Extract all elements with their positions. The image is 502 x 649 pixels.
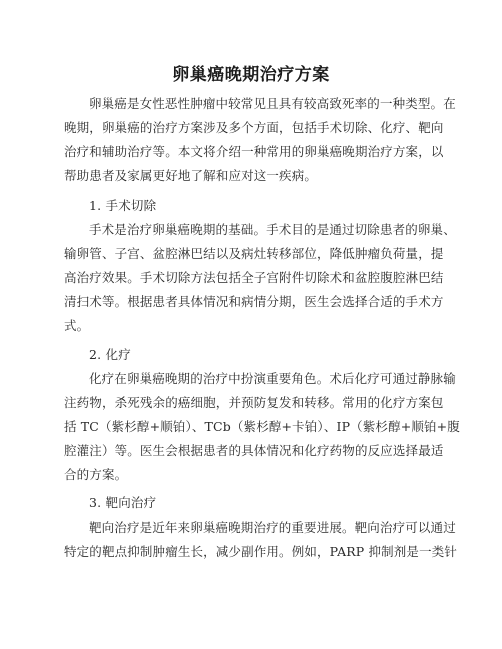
document-title: 卵巢癌晚期治疗方案 [172, 65, 330, 85]
section-paragraph-surgery [64, 218, 456, 338]
section-heading-targeted: 3. 靶向治疗 [89, 495, 157, 510]
paragraph-line: 合的方案。 [64, 467, 128, 482]
section-paragraph-targeted [64, 516, 458, 564]
paragraph-line: 腔灌注）等。医生会根据患者的具体情况和化疗药物的反应选择最适 [64, 443, 444, 458]
paragraph-line: 靶向治疗是近年来卵巢癌晚期治疗的重要进展。靶向治疗可以通过 [89, 520, 456, 535]
intro-line: 晚期，卵巢癌的治疗方案涉及多个方面，包括手术切除、化疗、靶向 [64, 120, 444, 135]
paragraph-line: 化疗在卵巢癌晚期的治疗中扮演重要角色。术后化疗可通过静脉输 [89, 371, 456, 386]
section-heading-chemo: 2. 化疗 [89, 347, 131, 362]
paragraph-line: 式。 [64, 318, 90, 333]
intro-line: 卵巢癌是女性恶性肿瘤中较常见且具有较高致死率的一种类型。在 [89, 96, 456, 111]
section-heading-surgery: 1. 手术切除 [89, 198, 157, 213]
paragraph-line: 高治疗效果。手术切除方法包括全子宫附件切除术和盆腔腹腔淋巴结 [64, 270, 444, 285]
paragraph-line: 输卵管、子宫、盆腔淋巴结以及病灶转移部位，降低肿瘤负荷量，提 [64, 246, 444, 261]
intro-line: 治疗和辅助治疗等。本文将介绍一种常用的卵巢癌晚期治疗方案，以 [64, 144, 444, 159]
paragraph-line: 特定的靶点抑制肿瘤生长，减少副作用。例如，PARP 抑制剂是一类针 [64, 544, 458, 559]
paragraph-line: 手术是治疗卵巢癌晚期的基础。手术目的是通过切除患者的卵巢、 [89, 222, 456, 237]
intro-line: 帮助患者及家属更好地了解和应对这一疾病。 [64, 168, 318, 183]
paragraph-line: 括 TC（紫杉醇+顺铂）、TCb（紫杉醇+卡铂）、IP（紫杉醇+顺铂+腹 [64, 419, 460, 434]
intro-paragraph [64, 92, 456, 188]
paragraph-line: 注药物，杀死残余的癌细胞，并预防复发和转移。常用的化疗方案包 [64, 395, 444, 410]
paragraph-line: 清扫术等。根据患者具体情况和病情分期，医生会选择合适的手术方 [64, 294, 444, 309]
section-paragraph-chemo [64, 367, 460, 487]
